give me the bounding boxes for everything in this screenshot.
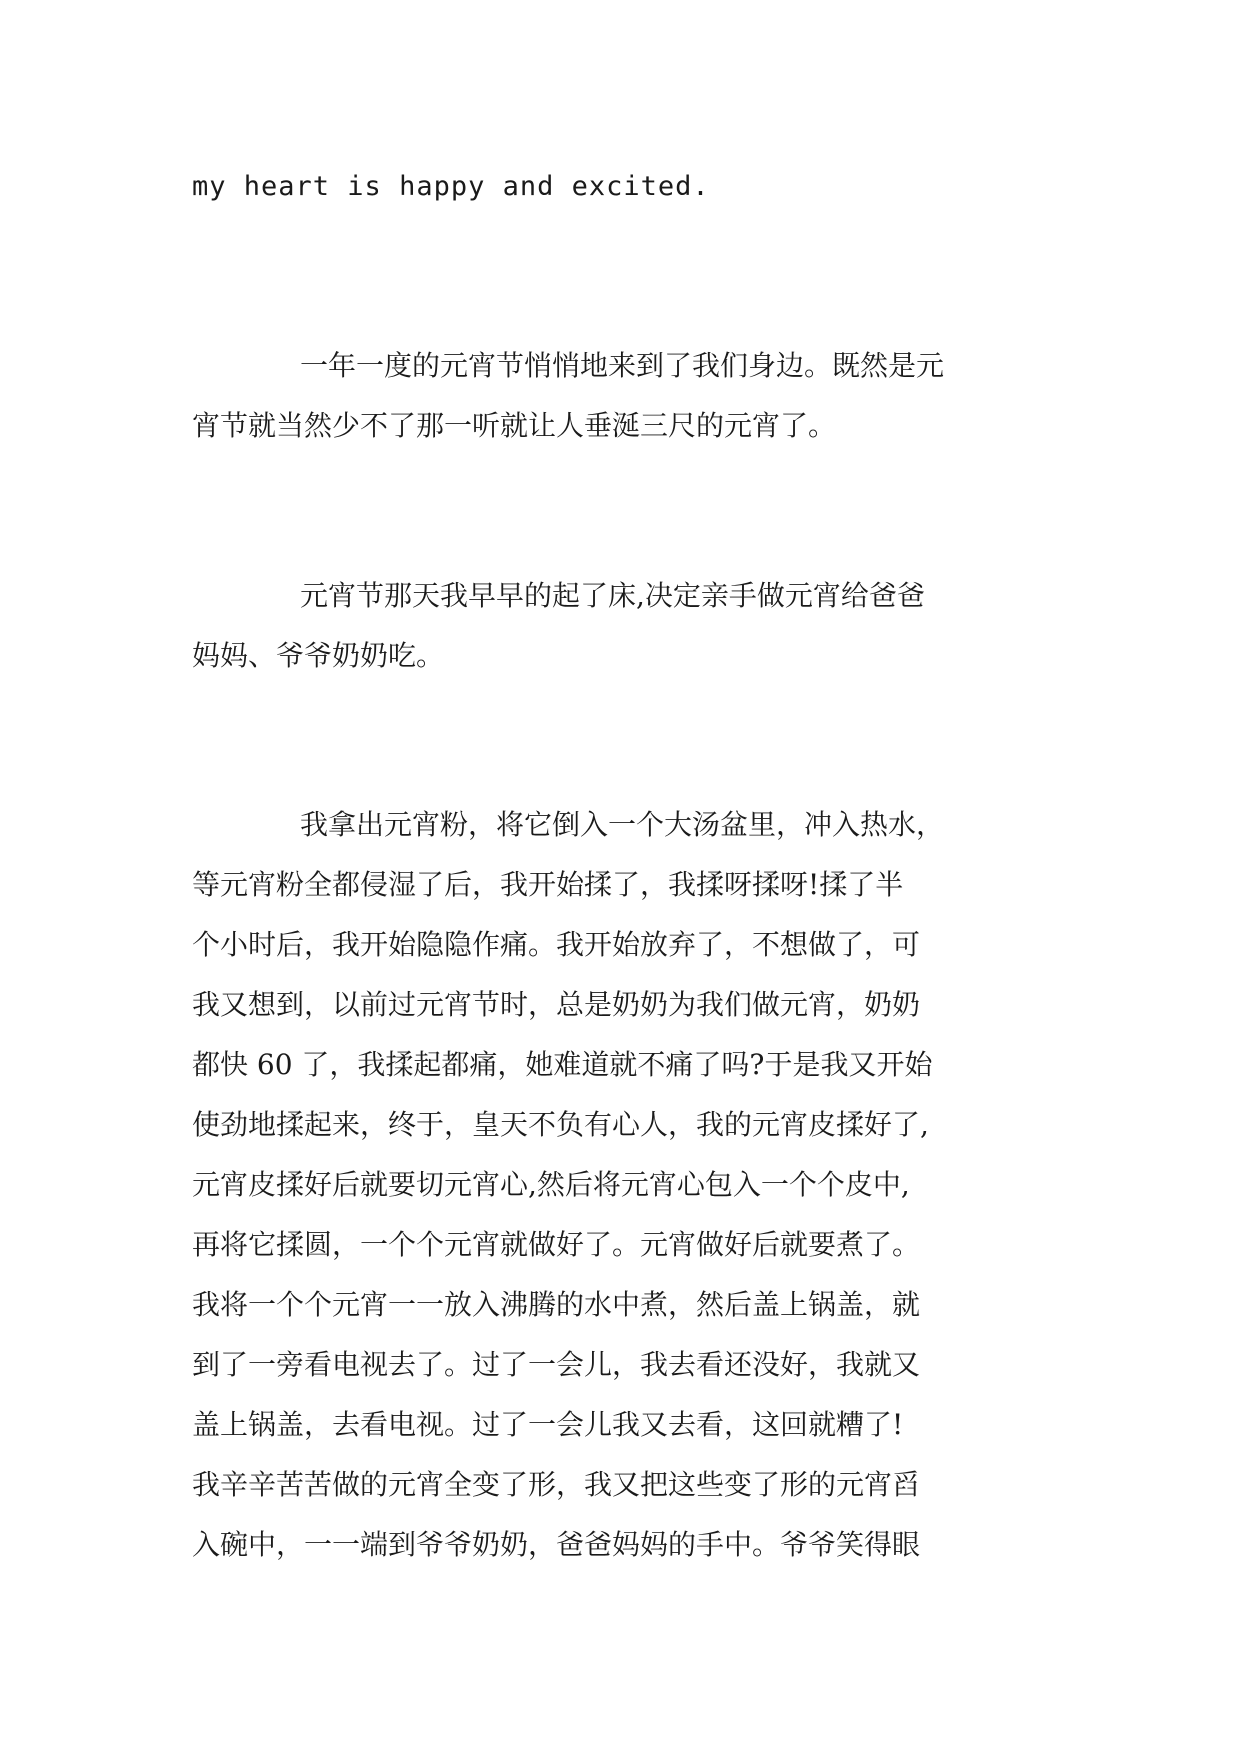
text-line: 我拿出元宵粉，将它倒入一个大汤盆里，冲入热水， xyxy=(300,808,945,841)
text-line: 我又想到，以前过元宵节时，总是奶奶为我们做元宵，奶奶 xyxy=(192,988,921,1021)
text-line: 妈妈、爷爷奶奶吃。 xyxy=(192,639,445,672)
text-line: 宵节就当然少不了那一听就让人垂涎三尺的元宵了。 xyxy=(192,409,837,442)
text-line: 个小时后，我开始隐隐作痛。我开始放弃了，不想做了，可 xyxy=(192,928,921,961)
text-line: 入碗中，一一端到爷爷奶奶，爸爸妈妈的手中。爷爷笑得眼 xyxy=(192,1528,921,1561)
text-line: 使劲地揉起来，终于，皇天不负有心人，我的元宵皮揉好了, xyxy=(192,1108,929,1141)
text-line: 我辛辛苦苦做的元宵全变了形，我又把这些变了形的元宵舀 xyxy=(192,1468,921,1501)
text-line: 都快 60 了，我揉起都痛，她难道就不痛了吗?于是我又开始 xyxy=(192,1048,933,1081)
text-line: 盖上锅盖，去看电视。过了一会儿我又去看，这回就糟了! xyxy=(192,1408,904,1441)
text-line: 元宵皮揉好后就要切元宵心,然后将元宵心包入一个个皮中, xyxy=(192,1168,910,1201)
text-line: 我将一个个元宵一一放入沸腾的水中煮，然后盖上锅盖，就 xyxy=(192,1288,921,1321)
text-line: 到了一旁看电视去了。过了一会儿，我去看还没好，我就又 xyxy=(192,1348,921,1381)
text-line: 一年一度的元宵节悄悄地来到了我们身边。既然是元 xyxy=(300,349,945,382)
text-line: 再将它揉圆，一个个元宵就做好了。元宵做好后就要煮了。 xyxy=(192,1228,921,1261)
text-line: 等元宵粉全都侵湿了后，我开始揉了，我揉呀揉呀!揉了半 xyxy=(192,868,904,901)
text-line: my heart is happy and excited. xyxy=(192,171,710,202)
text-line: 元宵节那天我早早的起了床,决定亲手做元宵给爸爸 xyxy=(300,579,925,612)
